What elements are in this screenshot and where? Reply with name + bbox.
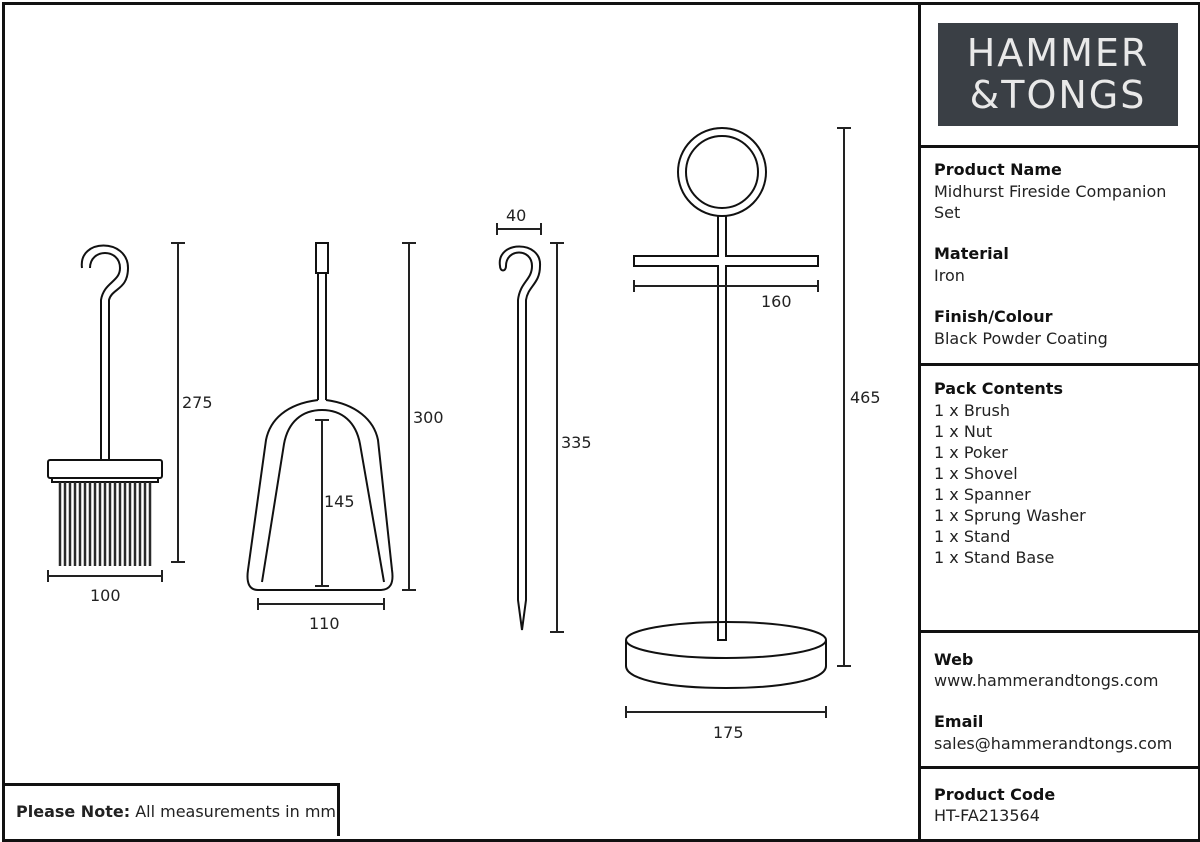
shovel-drawing [247, 243, 392, 590]
measurement-note [16, 802, 336, 821]
pack-contents-list [934, 400, 1086, 568]
divider-line [918, 766, 1200, 769]
web-label: Web [934, 650, 974, 669]
pack-item: 1 x Stand [934, 527, 1011, 546]
shovel-width-label: 110 [309, 614, 340, 633]
pack-item: 1 x Stand Base [934, 548, 1055, 567]
shovel-blade-label: 145 [324, 492, 355, 511]
note-text: All measurements in mm [135, 802, 336, 821]
email-value: sales@hammerandtongs.com [934, 734, 1173, 753]
note-label: Please Note: [16, 802, 131, 821]
panel-divider [918, 2, 921, 841]
pack-item: 1 x Poker [934, 443, 1008, 462]
brush-height-label: 275 [182, 393, 213, 412]
stand-drawing [626, 128, 826, 688]
stand-base-label: 175 [713, 723, 744, 742]
divider-line [918, 363, 1200, 366]
pack-item: 1 x Brush [934, 401, 1010, 420]
pack-item: 1 x Sprung Washer [934, 506, 1086, 525]
pack-item: 1 x Nut [934, 422, 993, 441]
finish-value: Black Powder Coating [934, 329, 1108, 348]
brush-bristles [60, 482, 150, 566]
product-code-label: Product Code [934, 785, 1056, 804]
stand-bar-label: 160 [761, 292, 792, 311]
pack-item: 1 x Shovel [934, 464, 1018, 483]
stand-dimension-lines [626, 128, 851, 718]
material-label: Material [934, 244, 1009, 263]
brush-width-label: 100 [90, 586, 121, 605]
brand-line-1: HAMMER [966, 31, 1150, 75]
poker-drawing [500, 247, 540, 631]
poker-hook-label: 40 [506, 206, 527, 225]
stand-height-label: 465 [850, 388, 881, 407]
product-name-label: Product Name [934, 160, 1062, 179]
email-label: Email [934, 712, 984, 731]
divider-line [918, 145, 1200, 148]
pack-contents-label: Pack Contents [934, 379, 1063, 398]
product-code-value: HT-FA213564 [934, 806, 1040, 825]
divider-line [918, 630, 1200, 633]
material-value: Iron [934, 266, 965, 285]
brand-line-2: &TONGS [969, 73, 1147, 117]
product-name-value: Midhurst Fireside Companion Set [934, 182, 1167, 222]
poker-dimension-lines [497, 223, 564, 632]
brush-drawing [48, 246, 162, 483]
finish-label: Finish/Colour [934, 307, 1053, 326]
brush-dimension-lines [48, 243, 185, 582]
shovel-height-label: 300 [413, 408, 444, 427]
brand-logo [938, 23, 1178, 126]
shovel-dimension-lines [258, 243, 416, 610]
poker-height-label: 335 [561, 433, 592, 452]
pack-item: 1 x Spanner [934, 485, 1031, 504]
web-value: www.hammerandtongs.com [934, 671, 1159, 690]
